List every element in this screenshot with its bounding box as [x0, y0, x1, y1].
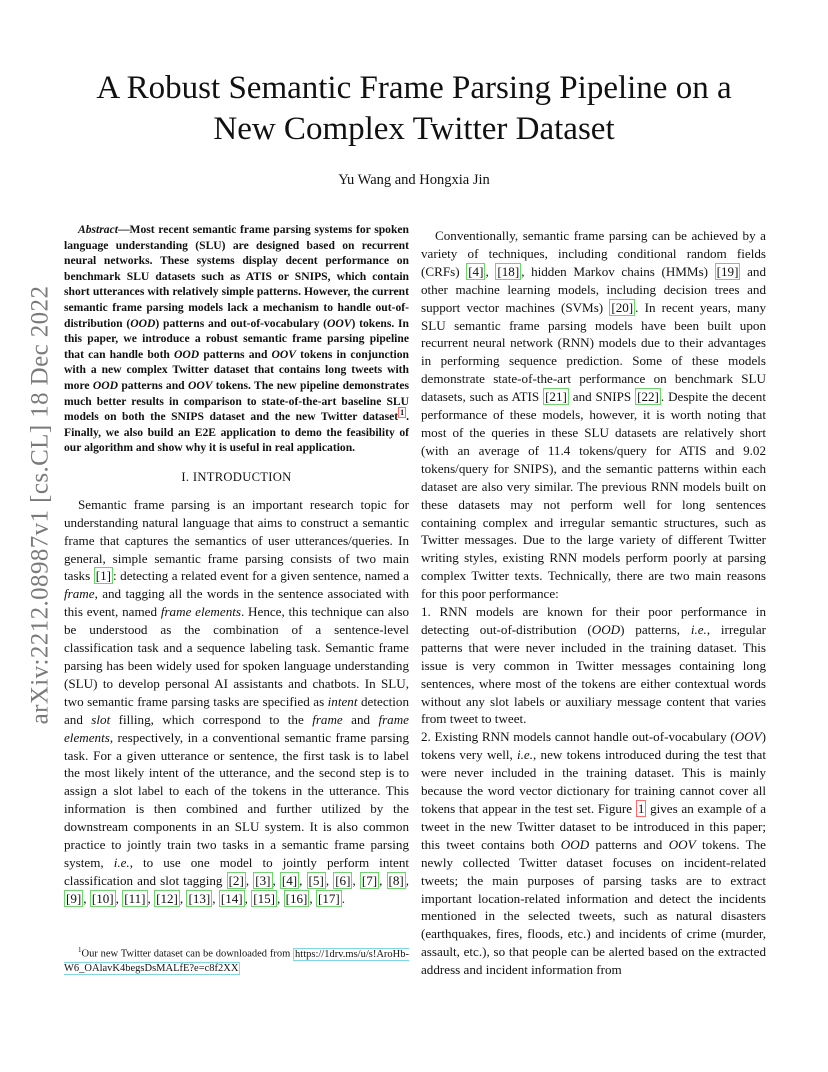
- citation-link[interactable]: [7]: [361, 872, 378, 888]
- citation-link[interactable]: [14]: [220, 890, 243, 906]
- citation-link[interactable]: [20]: [611, 299, 634, 315]
- list-item-1: 1. RNN models are known for their poor performance in detecting out-of-distribution (OOD) patterns, i.e., irregular patterns that were never included in the training dataset. This issue is very common in Twitter messages containing long sentences, where most of the tokens are either contextual words without any slot labels or auxiliary message content that varies from tweet to tweet.: [421, 604, 766, 727]
- arxiv-stamp-text: arXiv:2212.08987v1 [cs.CL] 18 Dec 2022: [26, 285, 53, 725]
- citation-link[interactable]: [6]: [335, 872, 351, 888]
- arxiv-stamp: [16, 285, 64, 725]
- abstract-lead: Abstract: [78, 223, 118, 236]
- citation-link[interactable]: [8]: [388, 872, 404, 888]
- citation-link[interactable]: [3]: [255, 872, 271, 888]
- citation-link[interactable]: [4]: [468, 263, 484, 279]
- citation-link[interactable]: [19]: [716, 263, 739, 279]
- citation-link[interactable]: [1]: [95, 568, 112, 584]
- paper-title: [64, 68, 764, 150]
- section-heading-introduction: I. INTRODUCTION: [181, 469, 292, 484]
- citation-link[interactable]: [4]: [281, 872, 298, 888]
- intro-paragraph: Semantic frame parsing is an important research topic for understanding natural language that aims to construct a semantic frame that captures the semantics of user utterances/queries. In general, simple semantic frame parsing consists of two main tasks [1] : detecting a related event for a given sentence, named a frame, and tagging all the words in the sentence associated with this event, named frame elements. Hence, this technique can also be understood as the combination of a sentence-level classification task and a sequence labeling task. Semantic frame parsing has been widely used for spoken language understanding (SLU) to develop personal AI assistants and chatbots. In SLU, two semantic frame parsing tasks are specified as intent detection and slot filling, which correspond to the frame and frame elements, respectively, in a conventional semantic frame parsing task. For a given utterance or sentence, the first task is to label the most likely intent of the utterance, and the second step is to assign a slot label to each of the tokens in the utterance. This information is then combined and further utilized by the downstream components in an SLU system. It is also common practice to jointly train two tasks in a semantic frame parsing system, i.e., to use one model to jointly perform intent classification and slot tagging [2] , [3] , [4] , [5] , [6] , [7] , [8] , [9] , [10] , [11] , [12] , [13] , [14] , [15] , [16] , [17] .: [64, 496, 410, 906]
- authors: Yu Wang and Hongxia Jin: [338, 172, 490, 188]
- footnote-link[interactable]: 1: [400, 408, 405, 418]
- title-line-1: A Robust Semantic Frame Parsing Pipeline on a: [96, 70, 732, 106]
- left-column: [64, 222, 409, 908]
- dataset-url-link[interactable]: https://1drv.ms/u/s!AroHb-W6_OAlavK4begsDsMALfE?e=c8f2XX: [64, 948, 409, 974]
- body-paragraph: Conventionally, semantic frame parsing can be achieved by a variety of techniques, including conditional random fields (CRFs) [4] , [18] , hidden Markov chains (HMMs) [19] and other machine learning models, including decision trees and support vector machines (SVMs) [20] . In recent years, many SLU semantic frame parsing models have been built upon recurrent neural network (RNN) models due to their advantages in performing sequence prediction. Some of these models demonstrate state-of-the-art performance on benchmark SLU datasets, such as ATIS [21] and SNIPS [22] . Despite the decent performance of these models, however, it is worth noting that most of the queries in these SLU datasets are relatively short (with an average of 11.4 tokens/query for ATIS and 9.02 tokens/query for SNIPS), and the semantic patterns within each dataset are also very similar. The previous RNN models built on these datasets may not perform well for long sentences containing complex and irregular semantic structures, such as Twitter messages. Due to the large variety of different Twitter writing styles, existing RNN models perform poorly at parsing complex Twitter texts. Technically, there are two main reasons for this poor performance:: [421, 228, 766, 602]
- citation-link[interactable]: [16]: [285, 890, 308, 906]
- abstract: Abstract—Most recent semantic frame parsing systems for spoken language understanding (SLU) are designed based on recurrent neural networks. These systems display decent performance on benchmark SLU datasets such as ATIS or SNIPS, which contain short utterances with relatively simple patterns. However, the current semantic frame parsing models lack a mechanism to handle out-of-distribution (OOD) patterns and out-of-vocabulary (OOV) tokens. In this paper, we introduce a robust semantic frame parsing pipeline that can handle both OOD patterns and OOV tokens in conjunction with a new complex Twitter dataset that contains long tweets with more OOD patterns and OOV tokens. The new pipeline demonstrates much better results in comparison to state-of-the-art baseline SLU models on both the SNIPS dataset and the new Twitter dataset $^1$ . Finally, we also build an E2E application to demo the feasibility of our algorithm and show why it is useful in real application.: [64, 223, 410, 455]
- citation-link[interactable]: [21]: [545, 389, 567, 405]
- citation-link[interactable]: [12]: [156, 890, 178, 906]
- citation-link[interactable]: [15]: [253, 890, 276, 906]
- citation-link[interactable]: [10]: [91, 890, 114, 906]
- title-line-2: New Complex Twitter Dataset: [213, 111, 615, 147]
- citation-link[interactable]: [5]: [308, 872, 324, 888]
- citation-link[interactable]: [13]: [188, 890, 211, 906]
- right-column: [421, 227, 766, 979]
- citation-link[interactable]: [2]: [228, 872, 244, 888]
- citation-link[interactable]: [11]: [124, 890, 146, 906]
- list-item-2: 2. Existing RNN models cannot handle out-of-vocabulary (OOV) tokens very well, i.e., new tokens introduced during the test that were never included in the training dataset. This is mainly because the word vector dictionary for training cannot cover all tokens that appear in the test set. Figure 1 gives an example of a tweet in the new Twitter dataset to be introduced in this paper; this tweet contains both OOD patterns and OOV tokens. The newly collected Twitter dataset focuses on incident-related tweets; the main purposes of parsing tasks are to extract important location-related information and detect the incidents mentioned in the selected tweets, such as natural disasters (earthquakes, fires, floods, etc.) and incidents of crime (murder, assault, etc.), so that people can be alerted based on the extracted address and incident information from: [421, 729, 767, 978]
- citation-link[interactable]: [22]: [637, 389, 659, 405]
- figure-link[interactable]: 1: [637, 801, 645, 816]
- citation-link[interactable]: [18]: [497, 263, 520, 279]
- citation-link[interactable]: [17]: [317, 890, 340, 906]
- citation-link[interactable]: [9]: [66, 890, 82, 906]
- footnote: $^1$Our new Twitter dataset can be downloaded from https://1drv.ms/u/s!AroHb-W6_OAlavK4begsDsMALfE?e=c8f2XX: [64, 946, 409, 974]
